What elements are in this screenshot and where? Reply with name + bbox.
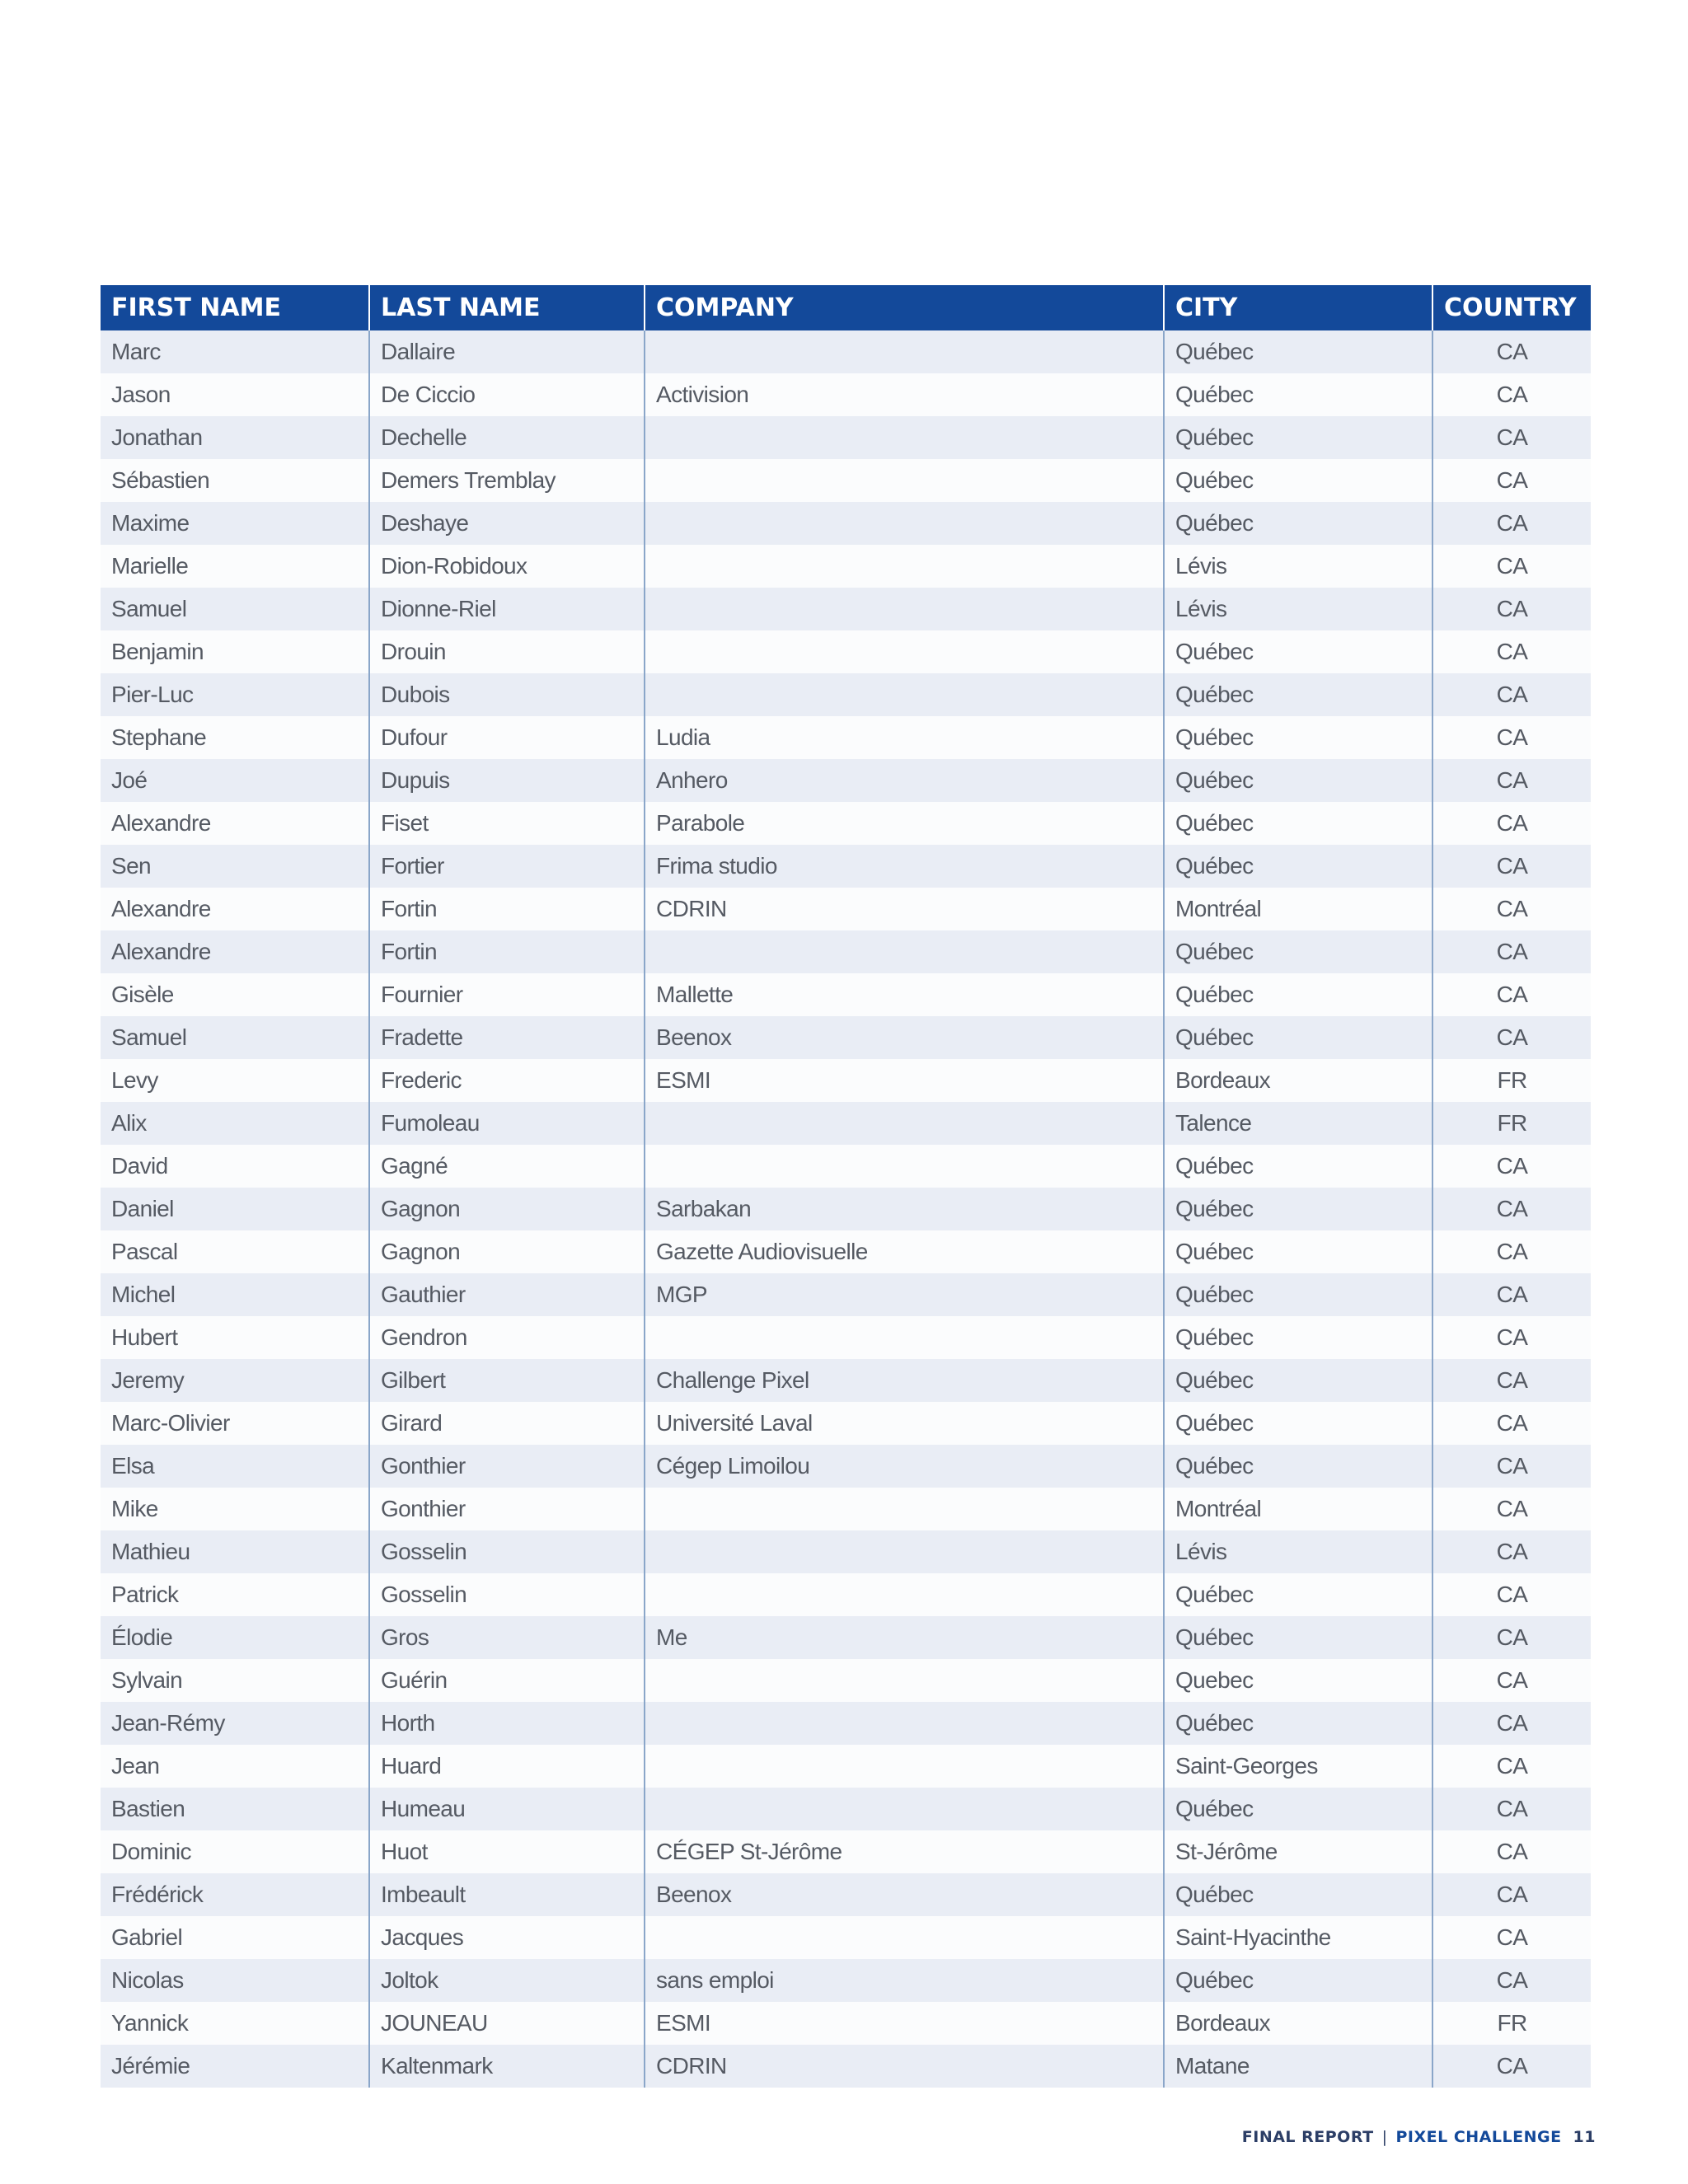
country-cell: CA xyxy=(1432,1016,1591,1059)
page-footer xyxy=(1242,2128,1596,2146)
city-cell: Québec xyxy=(1164,373,1432,416)
last-name-cell: Joltok xyxy=(369,1959,645,2002)
last-name-cell: Dubois xyxy=(369,673,645,716)
company-cell: CÉGEP St-Jérôme xyxy=(645,1830,1164,1873)
company-cell xyxy=(645,1916,1164,1959)
last-name-cell: Huard xyxy=(369,1745,645,1788)
first-name-cell: Marielle xyxy=(111,553,189,579)
company-cell xyxy=(645,1102,1164,1145)
country-cell: CA xyxy=(1432,1273,1591,1316)
table-row xyxy=(101,2002,1591,2045)
company-cell xyxy=(645,416,1164,459)
last-name-cell: Fournier xyxy=(369,973,645,1016)
country-cell: CA xyxy=(1432,1916,1591,1959)
city-cell: Québec xyxy=(1164,630,1432,673)
company-cell: Beenox xyxy=(645,1873,1164,1916)
last-name-cell: Dionne-Riel xyxy=(369,588,645,630)
table-row xyxy=(101,1316,1591,1359)
country-cell: CA xyxy=(1432,1488,1591,1530)
last-name-cell: Gonthier xyxy=(369,1445,645,1488)
table-row xyxy=(101,630,1591,673)
participants-table xyxy=(101,285,1591,2088)
first-name-cell: Jeremy xyxy=(111,1367,185,1393)
table-row xyxy=(101,1702,1591,1745)
first-name-cell: Alexandre xyxy=(111,939,211,964)
table-row xyxy=(101,416,1591,459)
first-name-cell: Maxime xyxy=(111,510,190,536)
table-row xyxy=(101,759,1591,802)
company-cell xyxy=(645,1145,1164,1188)
country-cell: CA xyxy=(1432,330,1591,373)
country-cell: FR xyxy=(1432,2002,1591,2045)
city-cell: Québec xyxy=(1164,930,1432,973)
header-country: COUNTRY xyxy=(1432,285,1591,330)
country-cell: CA xyxy=(1432,545,1591,588)
company-cell: Activision xyxy=(645,373,1164,416)
city-cell: Québec xyxy=(1164,973,1432,1016)
company-cell xyxy=(645,1745,1164,1788)
company-cell: CDRIN xyxy=(645,2045,1164,2088)
last-name-cell: Gagnon xyxy=(369,1230,645,1273)
country-cell: CA xyxy=(1432,1745,1591,1788)
table-row xyxy=(101,1016,1591,1059)
first-name-cell: Élodie xyxy=(111,1624,173,1650)
header-company: COMPANY xyxy=(645,285,1164,330)
company-cell: ESMI xyxy=(645,1059,1164,1102)
city-cell: Talence xyxy=(1164,1102,1432,1145)
country-cell: CA xyxy=(1432,1830,1591,1873)
last-name-cell: Fumoleau xyxy=(369,1102,645,1145)
table-row xyxy=(101,1745,1591,1788)
country-cell: CA xyxy=(1432,373,1591,416)
country-cell: CA xyxy=(1432,1573,1591,1616)
table-row xyxy=(101,1188,1591,1230)
first-name-cell: Sylvain xyxy=(111,1667,183,1693)
company-cell xyxy=(645,1788,1164,1830)
company-cell xyxy=(645,1488,1164,1530)
city-cell: Lévis xyxy=(1164,545,1432,588)
table-row xyxy=(101,459,1591,502)
company-cell: Parabole xyxy=(645,802,1164,845)
city-cell: Québec xyxy=(1164,673,1432,716)
country-cell: CA xyxy=(1432,1145,1591,1188)
first-name-cell: Gisèle xyxy=(111,982,174,1007)
page-number: 11 xyxy=(1573,2128,1596,2146)
table-row xyxy=(101,1445,1591,1488)
table-row xyxy=(101,1788,1591,1830)
last-name-cell: Fiset xyxy=(369,802,645,845)
country-cell: CA xyxy=(1432,845,1591,888)
city-cell: Québec xyxy=(1164,1616,1432,1659)
table-row xyxy=(101,373,1591,416)
city-cell: Bordeaux xyxy=(1164,2002,1432,2045)
first-name-cell: Pier-Luc xyxy=(111,682,194,707)
country-cell: CA xyxy=(1432,802,1591,845)
first-name-cell: Sen xyxy=(111,853,152,879)
country-cell: CA xyxy=(1432,588,1591,630)
company-cell: Anhero xyxy=(645,759,1164,802)
city-cell: Québec xyxy=(1164,1402,1432,1445)
company-cell xyxy=(645,1316,1164,1359)
city-cell: Québec xyxy=(1164,1573,1432,1616)
country-cell: CA xyxy=(1432,888,1591,930)
city-cell: Bordeaux xyxy=(1164,1059,1432,1102)
last-name-cell: Kaltenmark xyxy=(369,2045,645,2088)
table-row xyxy=(101,588,1591,630)
country-cell: CA xyxy=(1432,716,1591,759)
table-row xyxy=(101,973,1591,1016)
last-name-cell: Fortier xyxy=(369,845,645,888)
last-name-cell: De Ciccio xyxy=(369,373,645,416)
country-cell: CA xyxy=(1432,1788,1591,1830)
country-cell: CA xyxy=(1432,1659,1591,1702)
last-name-cell: Dallaire xyxy=(369,330,645,373)
last-name-cell: Girard xyxy=(369,1402,645,1445)
last-name-cell: Gosselin xyxy=(369,1573,645,1616)
company-cell xyxy=(645,330,1164,373)
first-name-cell: Jean xyxy=(111,1753,160,1779)
city-cell: Québec xyxy=(1164,1145,1432,1188)
first-name-cell: Stephane xyxy=(111,724,207,750)
table-row xyxy=(101,1830,1591,1873)
city-cell: Saint-Hyacinthe xyxy=(1164,1916,1432,1959)
city-cell: Québec xyxy=(1164,1230,1432,1273)
last-name-cell: Frederic xyxy=(369,1059,645,1102)
last-name-cell: Gilbert xyxy=(369,1359,645,1402)
last-name-cell: Drouin xyxy=(369,630,645,673)
first-name-cell: Jonathan xyxy=(111,424,203,450)
table-header-row xyxy=(101,285,1591,330)
country-cell: CA xyxy=(1432,502,1591,545)
first-name-cell: Sébastien xyxy=(111,467,210,493)
city-cell: Québec xyxy=(1164,845,1432,888)
table-row xyxy=(101,716,1591,759)
city-cell: Québec xyxy=(1164,1788,1432,1830)
country-cell: CA xyxy=(1432,1530,1591,1573)
city-cell: Québec xyxy=(1164,759,1432,802)
company-cell xyxy=(645,1659,1164,1702)
city-cell: Québec xyxy=(1164,1445,1432,1488)
country-cell: CA xyxy=(1432,1959,1591,2002)
table-row xyxy=(101,1488,1591,1530)
table-row xyxy=(101,888,1591,930)
table-row xyxy=(101,1573,1591,1616)
table-row xyxy=(101,1359,1591,1402)
city-cell: Lévis xyxy=(1164,588,1432,630)
table-row xyxy=(101,930,1591,973)
country-cell: CA xyxy=(1432,930,1591,973)
company-cell: Me xyxy=(645,1616,1164,1659)
last-name-cell: Gros xyxy=(369,1616,645,1659)
city-cell: Lévis xyxy=(1164,1530,1432,1573)
company-cell: Beenox xyxy=(645,1016,1164,1059)
country-cell: CA xyxy=(1432,630,1591,673)
table-row xyxy=(101,1659,1591,1702)
table-row xyxy=(101,502,1591,545)
city-cell: Québec xyxy=(1164,802,1432,845)
first-name-cell: Patrick xyxy=(111,1582,179,1607)
country-cell: CA xyxy=(1432,673,1591,716)
first-name-cell: Levy xyxy=(111,1067,158,1093)
country-cell: FR xyxy=(1432,1102,1591,1145)
table-row xyxy=(101,1059,1591,1102)
table-row xyxy=(101,1145,1591,1188)
first-name-cell: Frédérick xyxy=(111,1882,204,1907)
table-row xyxy=(101,1873,1591,1916)
country-cell: CA xyxy=(1432,1230,1591,1273)
last-name-cell: Gendron xyxy=(369,1316,645,1359)
last-name-cell: Huot xyxy=(369,1830,645,1873)
company-cell: CDRIN xyxy=(645,888,1164,930)
first-name-cell: David xyxy=(111,1153,168,1179)
company-cell xyxy=(645,930,1164,973)
company-cell: Frima studio xyxy=(645,845,1164,888)
first-name-cell: Alexandre xyxy=(111,896,211,921)
country-cell: FR xyxy=(1432,1059,1591,1102)
first-name-cell: Jason xyxy=(111,382,171,407)
company-cell: MGP xyxy=(645,1273,1164,1316)
company-cell xyxy=(645,1573,1164,1616)
company-cell xyxy=(645,588,1164,630)
city-cell: Montréal xyxy=(1164,1488,1432,1530)
city-cell: Québec xyxy=(1164,459,1432,502)
last-name-cell: Gonthier xyxy=(369,1488,645,1530)
table-row xyxy=(101,1230,1591,1273)
city-cell: Matane xyxy=(1164,2045,1432,2088)
city-cell: Québec xyxy=(1164,1273,1432,1316)
country-cell: CA xyxy=(1432,1402,1591,1445)
company-cell: Cégep Limoilou xyxy=(645,1445,1164,1488)
header-city: CITY xyxy=(1164,285,1432,330)
company-cell: Challenge Pixel xyxy=(645,1359,1164,1402)
country-cell: CA xyxy=(1432,416,1591,459)
last-name-cell: Dufour xyxy=(369,716,645,759)
city-cell: St-Jérôme xyxy=(1164,1830,1432,1873)
last-name-cell: Demers Tremblay xyxy=(369,459,645,502)
last-name-cell: Dechelle xyxy=(369,416,645,459)
country-cell: CA xyxy=(1432,1316,1591,1359)
first-name-cell: Mathieu xyxy=(111,1539,190,1564)
country-cell: CA xyxy=(1432,973,1591,1016)
company-cell: sans emploi xyxy=(645,1959,1164,2002)
first-name-cell: Benjamin xyxy=(111,639,204,664)
footer-separator: | xyxy=(1381,2128,1388,2146)
city-cell: Québec xyxy=(1164,716,1432,759)
table-row xyxy=(101,1530,1591,1573)
first-name-cell: Joé xyxy=(111,767,148,793)
city-cell: Saint-Georges xyxy=(1164,1745,1432,1788)
first-name-cell: Daniel xyxy=(111,1196,174,1221)
city-cell: Québec xyxy=(1164,1959,1432,2002)
footer-challenge-label: PIXEL CHALLENGE xyxy=(1395,2128,1562,2146)
last-name-cell: Guérin xyxy=(369,1659,645,1702)
company-cell: Université Laval xyxy=(645,1402,1164,1445)
first-name-cell: Marc-Olivier xyxy=(111,1410,230,1436)
first-name-cell: Alexandre xyxy=(111,810,211,836)
last-name-cell: Gauthier xyxy=(369,1273,645,1316)
country-cell: CA xyxy=(1432,1188,1591,1230)
table-header xyxy=(101,285,1591,330)
table-row xyxy=(101,1273,1591,1316)
city-cell: Québec xyxy=(1164,416,1432,459)
table-row xyxy=(101,2045,1591,2088)
company-cell: Ludia xyxy=(645,716,1164,759)
table-row xyxy=(101,1102,1591,1145)
country-cell: CA xyxy=(1432,1873,1591,1916)
company-cell xyxy=(645,630,1164,673)
table-row xyxy=(101,673,1591,716)
first-name-cell: Michel xyxy=(111,1282,176,1307)
country-cell: CA xyxy=(1432,2045,1591,2088)
table-row xyxy=(101,845,1591,888)
city-cell: Québec xyxy=(1164,502,1432,545)
city-cell: Québec xyxy=(1164,330,1432,373)
table-row xyxy=(101,1959,1591,2002)
last-name-cell: Fortin xyxy=(369,888,645,930)
country-cell: CA xyxy=(1432,1359,1591,1402)
company-cell xyxy=(645,1530,1164,1573)
first-name-cell: Jean-Rémy xyxy=(111,1710,225,1736)
table-row xyxy=(101,545,1591,588)
last-name-cell: Gagnon xyxy=(369,1188,645,1230)
last-name-cell: Fortin xyxy=(369,930,645,973)
last-name-cell: Fradette xyxy=(369,1016,645,1059)
first-name-cell: Yannick xyxy=(111,2010,189,2036)
last-name-cell: Horth xyxy=(369,1702,645,1745)
header-last-name: LAST NAME xyxy=(369,285,645,330)
city-cell: Quebec xyxy=(1164,1659,1432,1702)
first-name-cell: Nicolas xyxy=(111,1967,184,1993)
table-row xyxy=(101,1916,1591,1959)
city-cell: Québec xyxy=(1164,1188,1432,1230)
last-name-cell: Gagné xyxy=(369,1145,645,1188)
country-cell: CA xyxy=(1432,1702,1591,1745)
country-cell: CA xyxy=(1432,759,1591,802)
last-name-cell: Humeau xyxy=(369,1788,645,1830)
last-name-cell: Dion-Robidoux xyxy=(369,545,645,588)
company-cell xyxy=(645,502,1164,545)
country-cell: CA xyxy=(1432,459,1591,502)
first-name-cell: Samuel xyxy=(111,596,187,621)
last-name-cell: Dupuis xyxy=(369,759,645,802)
table-body xyxy=(101,330,1591,2088)
city-cell: Québec xyxy=(1164,1873,1432,1916)
table-row xyxy=(101,330,1591,373)
city-cell: Québec xyxy=(1164,1016,1432,1059)
first-name-cell: Hubert xyxy=(111,1324,178,1350)
last-name-cell: Imbeault xyxy=(369,1873,645,1916)
table-row xyxy=(101,802,1591,845)
first-name-cell: Bastien xyxy=(111,1796,185,1821)
first-name-cell: Marc xyxy=(111,339,161,364)
table-row xyxy=(101,1616,1591,1659)
first-name-cell: Elsa xyxy=(111,1453,155,1479)
last-name-cell: Deshaye xyxy=(369,502,645,545)
city-cell: Québec xyxy=(1164,1702,1432,1745)
company-cell xyxy=(645,459,1164,502)
footer-report-label: FINAL REPORT xyxy=(1241,2128,1374,2146)
first-name-cell: Mike xyxy=(111,1496,158,1521)
last-name-cell: Jacques xyxy=(369,1916,645,1959)
country-cell: CA xyxy=(1432,1445,1591,1488)
company-cell xyxy=(645,545,1164,588)
first-name-cell: Gabriel xyxy=(111,1924,183,1950)
country-cell: CA xyxy=(1432,1616,1591,1659)
first-name-cell: Samuel xyxy=(111,1024,187,1050)
last-name-cell: Gosselin xyxy=(369,1530,645,1573)
company-cell: ESMI xyxy=(645,2002,1164,2045)
first-name-cell: Alix xyxy=(111,1110,147,1136)
first-name-cell: Jérémie xyxy=(111,2053,190,2079)
city-cell: Québec xyxy=(1164,1316,1432,1359)
last-name-cell: JOUNEAU xyxy=(369,2002,645,2045)
company-cell: Sarbakan xyxy=(645,1188,1164,1230)
company-cell: Gazette Audiovisuelle xyxy=(645,1230,1164,1273)
header-first-name: FIRST NAME xyxy=(111,293,281,322)
company-cell xyxy=(645,673,1164,716)
table-row xyxy=(101,1402,1591,1445)
city-cell: Montréal xyxy=(1164,888,1432,930)
company-cell xyxy=(645,1702,1164,1745)
company-cell: Mallette xyxy=(645,973,1164,1016)
city-cell: Québec xyxy=(1164,1359,1432,1402)
first-name-cell: Pascal xyxy=(111,1239,178,1264)
first-name-cell: Dominic xyxy=(111,1839,191,1864)
